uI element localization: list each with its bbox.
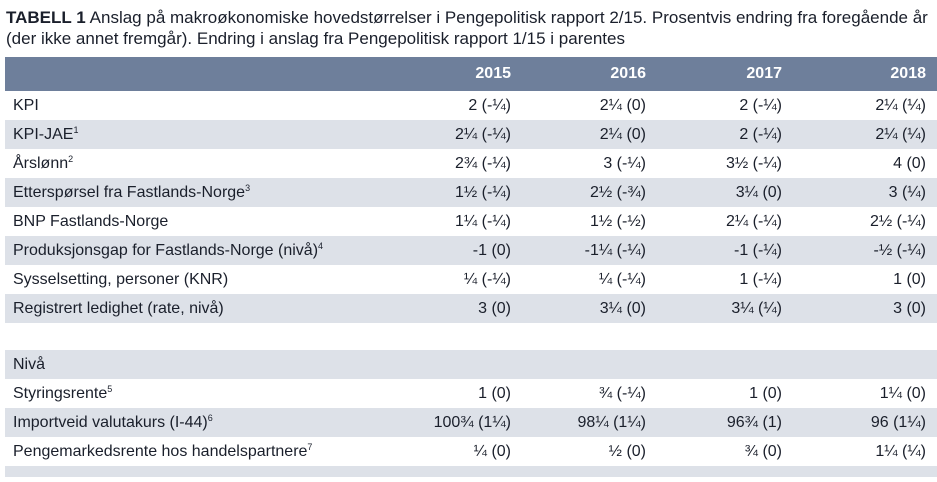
row-label: KPI [13, 96, 39, 114]
table-row [5, 294, 937, 323]
cell: 2¼ (¼) [875, 96, 926, 114]
cell: 96¾ (1) [657, 408, 793, 437]
cell: 3¼ (0) [522, 294, 657, 323]
header-year-2015: 2015 [387, 57, 522, 91]
cell: 2¼ (-¼) [387, 120, 522, 149]
header-year-2016: 2016 [522, 57, 657, 91]
row-label: Importveid valutakurs $(I-44)^6$ [5, 408, 387, 437]
cell: ½ (0) [608, 442, 646, 460]
cell: ¾ (0) [744, 442, 782, 460]
cell: 1½ (-½) [589, 212, 646, 230]
cell: 3¼ (0) [657, 178, 793, 207]
cell: -1¼ (-¼) [522, 236, 657, 265]
cell: 2¼ (0) [599, 96, 646, 114]
table-caption-text: Anslag på makroøkonomiske hovedstørrelser i Pengepolitisk rapport 2/15. Prosentvis endring fra foregående år (der ikke annet fremgår). Endring i anslag fra Pengepolitisk rapport 1/15 i parentes [6, 8, 928, 48]
cell: 1 (0) [478, 384, 511, 402]
cell: 2¾ (-¼) [454, 154, 511, 172]
cell: 2½ (-¾) [522, 178, 657, 207]
cell: 4 (0) [893, 154, 926, 172]
row-label: Registrert ledighet (rate, nivå) [5, 294, 387, 323]
section-row-level [5, 350, 937, 379]
table-caption [6, 7, 931, 49]
table-row [5, 265, 937, 294]
table-row [5, 120, 937, 149]
table-row [5, 236, 937, 265]
cell: 1½ (-¼) [387, 178, 522, 207]
cell: 96 (1¼) [793, 408, 937, 437]
footnote-marker: 6 [207, 412, 213, 423]
cell: 3½ (-¼) [725, 154, 782, 172]
header-label-cell [5, 57, 387, 91]
cell: 2 (-¼) [657, 120, 793, 149]
cell: ¼ (0) [473, 442, 511, 460]
cell: 1¼ (-¼) [454, 212, 511, 230]
table-row [5, 91, 937, 120]
cell: 1¼ (¼) [875, 442, 926, 460]
section-label: Nivå [5, 350, 937, 379]
cell: 1 (0) [749, 384, 782, 402]
cell: 98¼ (1¼) [522, 408, 657, 437]
cell: 2 (-¼) [739, 96, 782, 114]
row-label: Styringsrente$^5$ [13, 383, 113, 402]
cell: 2 (-¼) [468, 96, 511, 114]
cell: 2¼ (¼) [793, 120, 937, 149]
cell: 2½ (-¼) [869, 212, 926, 230]
table-caption-label: TABELL 1 [6, 8, 86, 27]
table-row [5, 408, 937, 437]
cell: -1 (-¼) [657, 236, 793, 265]
footnote-marker: 4 [318, 240, 324, 251]
table-row [5, 437, 937, 466]
table-row [5, 207, 937, 236]
footnote-marker: 1 [73, 124, 79, 135]
cell: ¾ (-¼) [598, 384, 646, 402]
row-label: Sysselsetting, personer (KNR) [13, 270, 229, 288]
cell: -1 (0) [387, 236, 522, 265]
spacer-row [5, 323, 937, 350]
cell: 2¼ (-¼) [725, 212, 782, 230]
row-label: Pengemarkedsrente hos handelspartnere$^7$ [13, 441, 313, 460]
cell: 2¼ (0) [522, 120, 657, 149]
footnote-marker: 5 [107, 383, 113, 394]
cell: 3¼ (¼) [657, 294, 793, 323]
table-row [5, 178, 937, 207]
row-label: KPI-JAE$^1$ [5, 120, 387, 149]
cell: ¼ (-¼) [463, 270, 511, 288]
cell: -½ (-¼) [793, 236, 937, 265]
row-label: BNP Fastlands-Norge [13, 212, 169, 230]
cell: 1 (-¼) [739, 270, 782, 288]
row-label: Årslønn$^2$ [13, 153, 74, 172]
cell: 3 (-¼) [603, 154, 646, 172]
cell: 100¾ (1¼) [387, 408, 522, 437]
footnote-marker: 2 [68, 153, 74, 164]
cell: ¼ (-¼) [598, 270, 646, 288]
header-year-2017: 2017 [657, 57, 793, 91]
cell: 3 (¼) [793, 178, 937, 207]
cell: 1¼ (0) [879, 384, 926, 402]
cell: 1 (0) [893, 270, 926, 288]
table-footer-band [5, 466, 937, 477]
footnote-marker: 7 [307, 441, 313, 452]
cell: 3 (0) [387, 294, 522, 323]
header-year-2018: 2018 [793, 57, 937, 91]
cell: 3 (0) [793, 294, 937, 323]
row-label: Produksjonsgap for Fastlands-Norge (nivå)$^4$ [5, 236, 387, 265]
row-label: Etterspørsel fra Fastlands-Norge$^3$ [5, 178, 387, 207]
table-row [5, 379, 937, 408]
table-row [5, 149, 937, 178]
forecast-table [5, 57, 937, 477]
footnote-marker: 3 [245, 182, 251, 193]
table-header-row [5, 57, 937, 91]
